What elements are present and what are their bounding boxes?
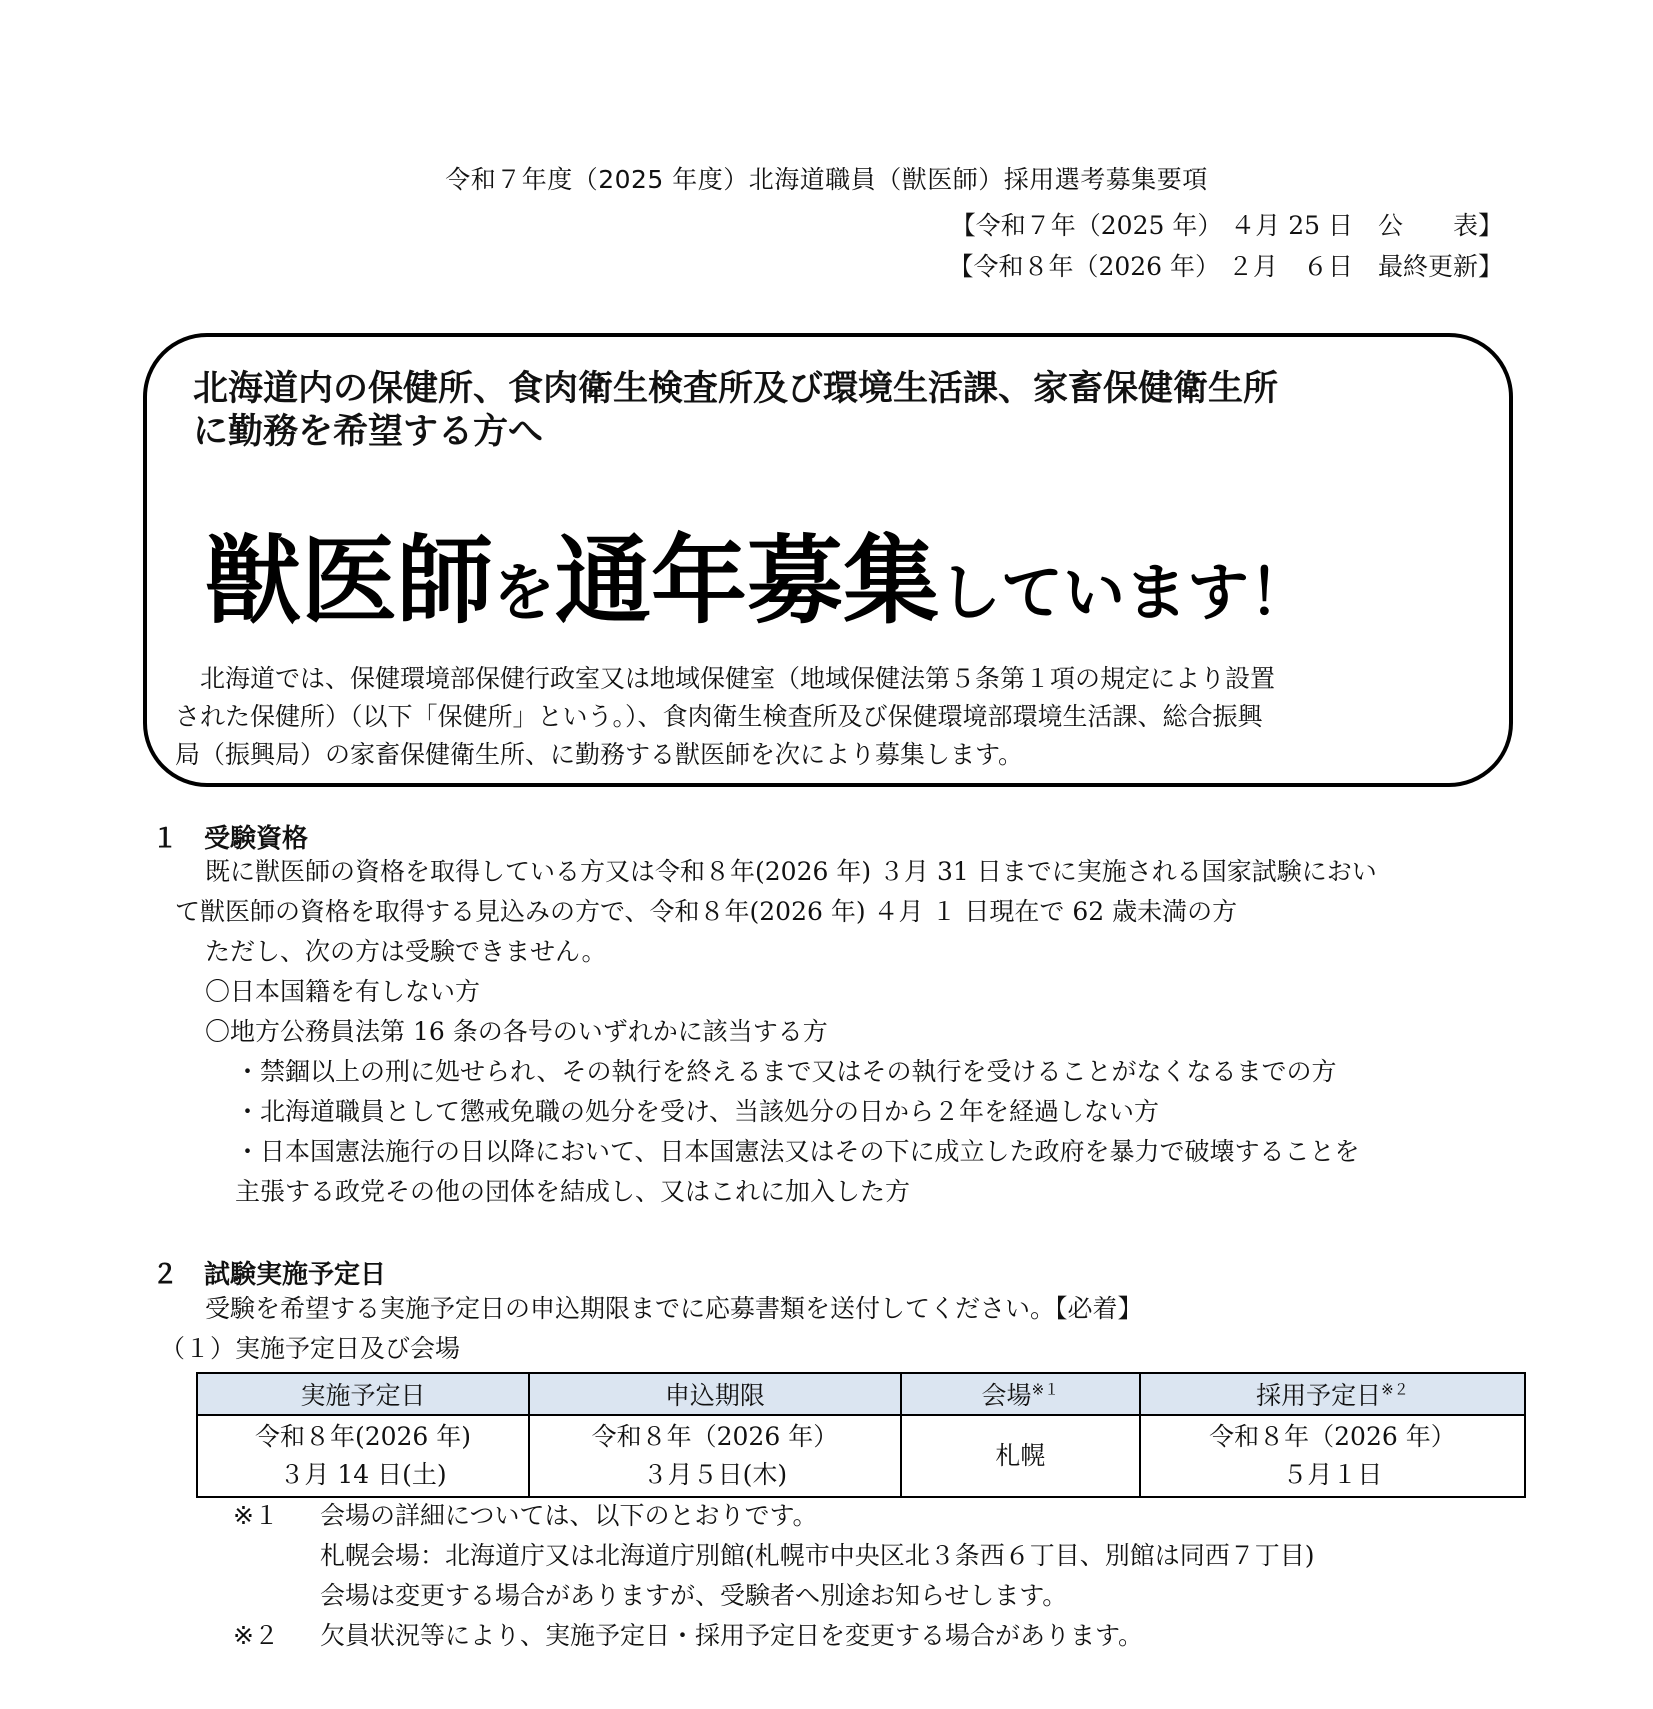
updated-date: 【令和８年（2026 年） ２月 ６日 最終更新】 <box>948 252 1503 281</box>
schedule-table <box>196 1372 1526 1498</box>
col-header-date: 実施予定日 <box>197 1373 529 1415</box>
intro-line: 局（振興局）の家畜保健衛生所、に勤務する獣医師を次により募集します。 <box>175 740 1024 769</box>
section2-subtitle: （１）実施予定日及び会場 <box>160 1334 461 1363</box>
section1-item: 〇日本国籍を有しない方 <box>205 977 481 1006</box>
section2-heading <box>152 1254 386 1291</box>
note1-mark: ※１ <box>233 1501 279 1530</box>
note1-line: 会場の詳細については、以下のとおりです。 <box>320 1501 818 1530</box>
headline-particle: を <box>493 556 556 629</box>
section1-heading <box>152 818 308 855</box>
headline-yearround: 通年募集 <box>555 525 940 637</box>
section1-item: 〇地方公務員法第 16 条の各号のいずれかに該当する方 <box>205 1017 828 1046</box>
cell-date: 令和８年(2026 年) ３月 14 日(土) <box>197 1415 529 1497</box>
section2-number: ２ <box>152 1260 179 1290</box>
table-row <box>197 1415 1525 1497</box>
hire-note-ref: ※２ <box>1381 1380 1409 1399</box>
cell-deadline: 令和８年（2026 年） ３月５日(木) <box>529 1415 901 1497</box>
callout-intro <box>175 660 1465 774</box>
note1-body <box>320 1496 1530 1616</box>
callout-lead <box>193 368 1278 454</box>
note2-mark: ※２ <box>233 1621 279 1650</box>
cell-hire-date: 令和８年（2026 年） ５月１日 <box>1140 1415 1525 1497</box>
note1-line: 札幌会場：北海道庁又は北海道庁別館(札幌市中央区北３条西６丁目、別館は同西７丁目) <box>320 1541 1315 1570</box>
headline-ending: しています！ <box>939 556 1312 629</box>
section1-line: ただし、次の方は受験できません。 <box>205 937 607 966</box>
section1-subitem: ・日本国憲法施行の日以降において、日本国憲法又はその下に成立した政府を暴力で破壊することを <box>235 1137 1360 1166</box>
callout-headline <box>205 505 1311 642</box>
note1-line: 会場は変更する場合がありますが、受験者へ別途お知らせします。 <box>320 1581 1068 1610</box>
section1-line: 既に獣医師の資格を取得している方又は令和８年(2026 年) ３月 31 日までに実施される国家試験におい <box>205 857 1377 886</box>
cell-venue: 札幌 <box>901 1415 1140 1497</box>
col-header-hire-date: 採用予定日$^{※2}$ <box>1140 1373 1525 1415</box>
published-date: 【令和７年（2025 年） ４月 25 日 公 表】 <box>950 211 1503 240</box>
section1-number: １ <box>152 824 179 854</box>
col-header-venue: 会場$^{※1}$ <box>901 1373 1140 1415</box>
section1-line: て獣医師の資格を取得する見込みの方で、令和８年(2026 年) ４月 １ 日現在で 62 歳未満の方 <box>175 897 1238 926</box>
section1-subitem: ・禁錮以上の刑に処せられ、その執行を終えるまで又はその執行を受けることがなくなるまでの方 <box>235 1057 1337 1086</box>
headline-veterinarian: 獣医師 <box>205 525 493 637</box>
intro-line: 北海道では、保健環境部保健行政室又は地域保健室（地域保健法第５条第１項の規定により設置 <box>200 664 1276 693</box>
venue-note-ref: ※１ <box>1031 1380 1060 1399</box>
callout-lead-line2: に勤務を希望する方へ <box>193 412 544 452</box>
section1-subitem: ・北海道職員として懲戒免職の処分を受け、当該処分の日から２年を経過しない方 <box>235 1097 1160 1126</box>
col-header-deadline: 申込期限 <box>529 1373 901 1415</box>
page-title: 令和７年度（2025 年度）北海道職員（獣医師）採用選考募集要項 <box>445 165 1208 194</box>
callout-lead-line1: 北海道内の保健所、食肉衛生検査所及び環境生活課、家畜保健衛生所 <box>193 369 1279 409</box>
section2-title: 試験実施予定日 <box>204 1260 387 1290</box>
section2-line: 受験を希望する実施予定日の申込期限までに応募書類を送付してください。【必着】 <box>205 1294 1143 1323</box>
section1-title: 受験資格 <box>204 824 309 854</box>
section1-body <box>175 852 1535 1212</box>
section1-subitem-cont: 主張する政党その他の団体を結成し、又はこれに加入した方 <box>235 1177 911 1206</box>
note2-line: 欠員状況等により、実施予定日・採用予定日を変更する場合があります。 <box>320 1621 1144 1650</box>
intro-line: された保健所）（以下「保健所」という。）、食肉衛生検査所及び保健環境部環境生活課、総合振興 <box>175 702 1263 731</box>
